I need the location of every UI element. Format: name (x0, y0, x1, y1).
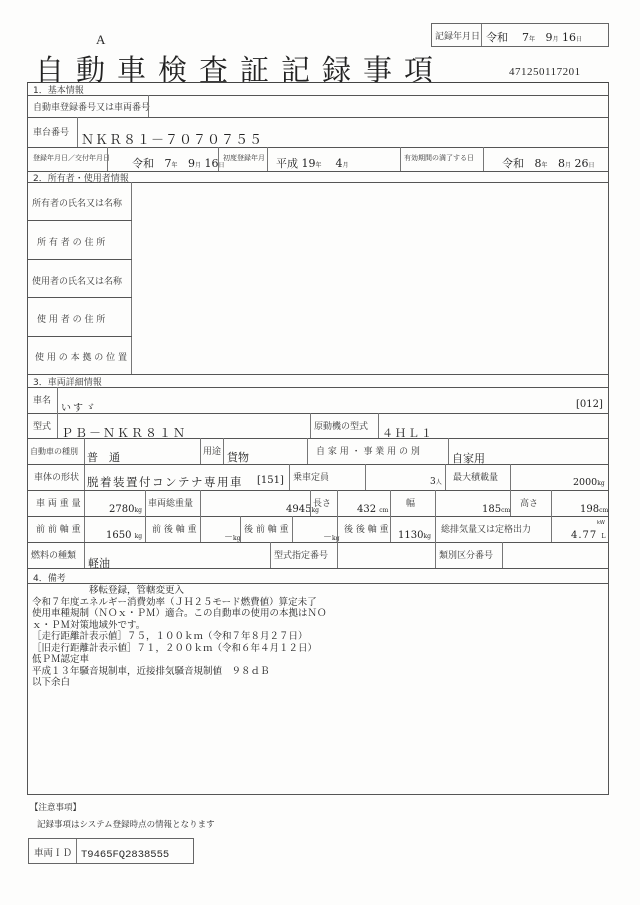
record-date-box (431, 23, 609, 47)
section2-heading: 2．所有者・使用者情報 (33, 174, 129, 184)
document-number: 471250117201 (509, 66, 581, 78)
vehicle-name: いすゞ (61, 403, 97, 414)
vehicle-id-box (28, 838, 194, 864)
notes-text: 記録事項はシステム登録時点の情報となります (37, 820, 215, 830)
width-value: 185cm (482, 504, 511, 515)
remark-line: ｘ・ＰＭ対策地域外です。 (32, 619, 146, 631)
displacement-label: 総排気量又は定格出力 (441, 525, 532, 535)
use-label: 用途 (203, 447, 222, 457)
width-label: 幅 (406, 499, 416, 509)
owner-address-label: 所 有 者 の 住 所 (37, 238, 106, 248)
reg-date-value: 令和 7年 9月 16日 (132, 157, 225, 170)
rr-axle-label: 後 後 軸 重 (344, 525, 389, 535)
section3-heading: 3．車両詳細情報 (33, 378, 102, 388)
engine-label: 原動機の型式 (314, 422, 369, 432)
capacity-label: 乗車定員 (293, 473, 330, 483)
height-value: 198cm (580, 504, 609, 515)
body-code: [151] (257, 475, 284, 486)
category-label: 類別区分番号 (439, 551, 494, 561)
kind-value: 普 通 (87, 451, 120, 464)
use-value: 貨物 (227, 451, 249, 464)
section4-heading: 4．備考 (33, 574, 66, 584)
body-label: 車体の形状 (34, 473, 80, 483)
ff-axle-value: 1650 kg (106, 530, 143, 541)
remark-line: ［旧走行距離計表示値］７１，２００ｋｍ（令和６年４月１２日） (32, 642, 318, 654)
gross-weight-label: 車両総重量 (148, 499, 194, 509)
model-label: 型式 (33, 422, 52, 432)
reg-date-label: 登録年月日／交付年月日 (33, 154, 110, 162)
record-date-value: 令和 7年 9月 16日 (486, 31, 583, 44)
vehicle-id-label: 車両ＩＤ (34, 848, 73, 859)
rf-axle-label: 後 前 軸 重 (244, 525, 289, 535)
user-name-label: 使用者の氏名又は名称 (32, 277, 123, 287)
gross-weight-value: 4945kg (286, 504, 319, 515)
max-load-label: 最大積載量 (453, 473, 499, 483)
body-value: 脱着装置付コンテナ専用車 (87, 475, 243, 489)
kind-label: 自動車の種別 (30, 447, 78, 456)
length-value: 432 cm (357, 504, 389, 515)
section1-heading: 1．基本情報 (33, 86, 84, 96)
page-title: 自動車検査証記録事項 (35, 53, 446, 87)
reg-number-label: 自動車登録番号又は車両番号 (33, 103, 151, 113)
weight-value: 2780kg (109, 504, 142, 515)
private-business-label: 自 家 用 ・ 事 業 用 の 別 (316, 447, 420, 457)
first-reg-value: 平成 19年 4月 (276, 157, 349, 170)
chassis-number: ＮＫＲ８１－７０７０７５５ (81, 133, 264, 148)
height-label: 高さ (520, 499, 539, 509)
fuel-value: 軽油 (88, 557, 110, 570)
remark-line: 低ＰＭ認定車 (32, 654, 90, 665)
expiry-value: 令和 8年 8月 26日 (502, 157, 595, 170)
vehicle-name-code: [012] (576, 399, 603, 410)
owner-name-label: 所有者の氏名又は名称 (32, 199, 123, 209)
ff-axle-label: 前 前 軸 重 (36, 525, 81, 535)
notes-heading: 【注意事項】 (30, 803, 82, 813)
remark-line: ［走行距離計表示値］７５，１００ｋｍ（令和７年８月２７日） (32, 631, 308, 642)
user-address-label: 使 用 者 の 住 所 (37, 315, 106, 325)
displacement-value: 4.77 L (571, 530, 607, 541)
base-location-label: 使 用 の 本 拠 の 位 置 (35, 353, 128, 363)
form-code: A (96, 32, 106, 47)
chassis-label: 車台番号 (33, 128, 70, 138)
max-load-value: 2000kg (573, 477, 605, 488)
displacement-kw-unit: kW (597, 520, 605, 526)
fr-axle-value: －kg (224, 533, 241, 543)
remark-line: 移転登録，管轄変更入 (32, 585, 185, 596)
remarks-text (32, 585, 327, 689)
fr-axle-label: 前 後 軸 重 (152, 525, 197, 535)
engine-value: ４ＨＬ１ (382, 427, 434, 440)
private-business-value: 自家用 (452, 452, 485, 465)
remark-line: 以下余白 (32, 677, 71, 688)
expiry-label: 有効期間の満了する日 (404, 154, 474, 162)
model-value: ＰＢ－ＮＫＲ８１Ｎ (61, 426, 188, 440)
remark-line: 使用車種規制（ＮＯｘ・ＰＭ）適合。この自動車の使用の本拠はＮＯ (32, 608, 327, 619)
vehicle-name-label: 車名 (33, 396, 52, 406)
rr-axle-value: 1130kg (398, 530, 431, 541)
record-date-label: 記録年月日 (435, 32, 481, 42)
weight-label: 車 両 重 量 (36, 499, 81, 509)
first-reg-label: 初度登録年月 (223, 154, 265, 162)
remark-line: 平成１３年騒音規制車，近接排気騒音規制値 ９８ｄＢ (32, 665, 270, 677)
fuel-label: 燃料の種類 (31, 551, 77, 561)
rf-axle-value: －kg (323, 533, 340, 543)
vehicle-id-value: T9465FQ2838555 (81, 849, 170, 861)
capacity-value: 3人 (430, 477, 442, 487)
length-label: 長さ (313, 499, 332, 509)
remark-line: 令和７年度エネルギー消費効率（ＪＨ２５モード燃費値）算定未了 (32, 596, 317, 608)
type-designation-label: 型式指定番号 (274, 551, 329, 561)
